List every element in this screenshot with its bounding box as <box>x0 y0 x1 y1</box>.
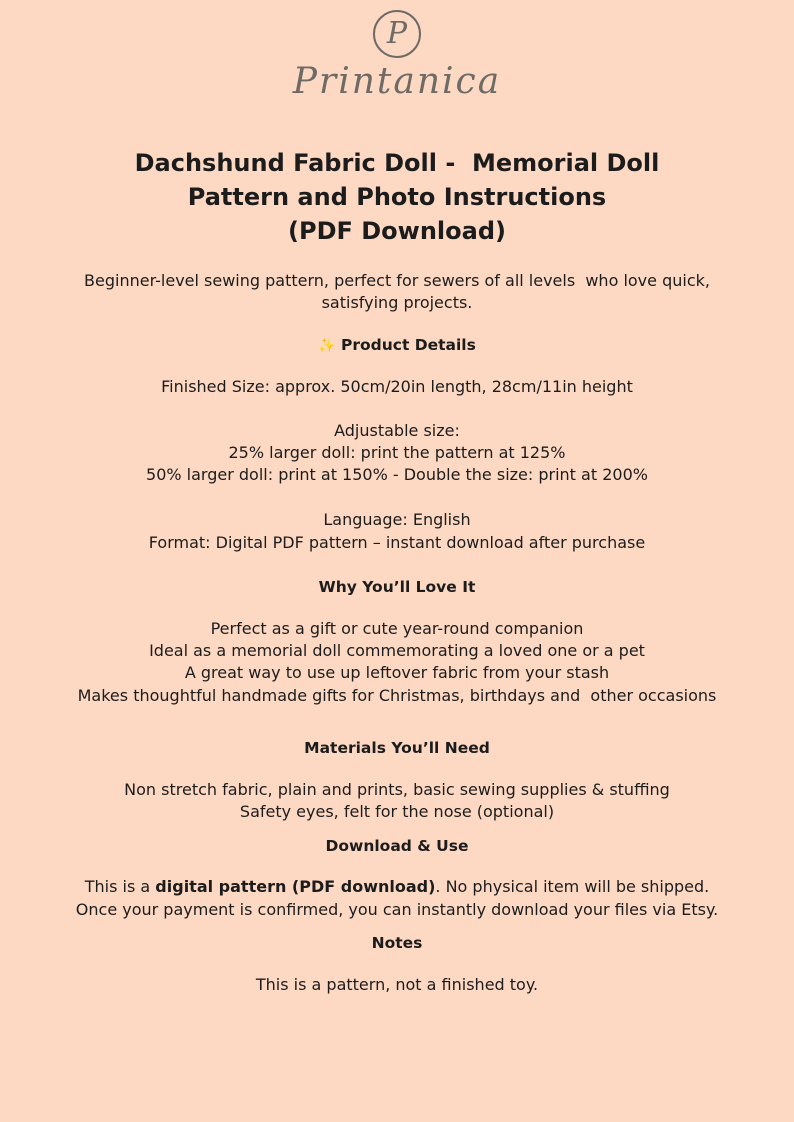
download-line-2: Once your payment is confirmed, you can instantly download your files via Etsy. <box>75 900 719 919</box>
product-details-heading <box>0 334 794 357</box>
download-line-1-bold: digital pattern (PDF download) <box>155 877 436 896</box>
brand-logo <box>0 10 794 104</box>
logo-monogram: P <box>373 10 421 58</box>
adjustable-line-2: 25% larger doll: print the pattern at 125% <box>228 443 566 462</box>
download-line-1 <box>0 876 794 898</box>
why-item-2: Ideal as a memorial doll commemorating a loved one or a pet <box>149 641 645 660</box>
intro-line-1: Beginner-level sewing pattern, perfect for sewers of all levels who love quick, <box>84 271 710 290</box>
title-line-1: Dachshund Fabric Doll - Memorial Doll <box>134 149 660 177</box>
why-item-1: Perfect as a gift or cute year-round companion <box>210 619 584 638</box>
materials-item-2: Safety eyes, felt for the nose (optional) <box>239 802 555 821</box>
why-item-3: A great way to use up leftover fabric from your stash <box>184 663 610 682</box>
why-heading: Why You’ll Love It <box>318 578 476 596</box>
format: Format: Digital PDF pattern – instant download after purchase <box>148 533 646 552</box>
sparkles-icon: ✨ <box>318 338 336 354</box>
title-line-2: Pattern and Photo Instructions <box>187 183 607 211</box>
intro-line-2: satisfying projects. <box>321 293 473 312</box>
page-title <box>0 146 794 248</box>
title-line-3: (PDF Download) <box>288 217 506 245</box>
product-details-heading-text: Product Details <box>340 336 476 354</box>
why-item-4: Makes thoughtful handmade gifts for Christmas, birthdays and other occasions <box>77 686 717 705</box>
notes-text: This is a pattern, not a finished toy. <box>255 975 539 994</box>
materials-item-1: Non stretch fabric, plain and prints, basic sewing supplies & stuffing <box>124 780 670 799</box>
brand-name: Printanica <box>292 61 502 102</box>
adjustable-line-1: Adjustable size: <box>334 421 460 440</box>
notes-heading: Notes <box>371 934 423 952</box>
download-line-1-suffix: . No physical item will be shipped. <box>435 877 710 896</box>
download-line-1-prefix: This is a <box>84 877 156 896</box>
language: Language: English <box>323 510 471 529</box>
download-heading: Download & Use <box>325 837 469 855</box>
finished-size: Finished Size: approx. 50cm/20in length, 28cm/11in height <box>161 377 633 396</box>
adjustable-line-3: 50% larger doll: print at 150% - Double the size: print at 200% <box>146 465 648 484</box>
materials-heading: Materials You’ll Need <box>304 739 490 757</box>
